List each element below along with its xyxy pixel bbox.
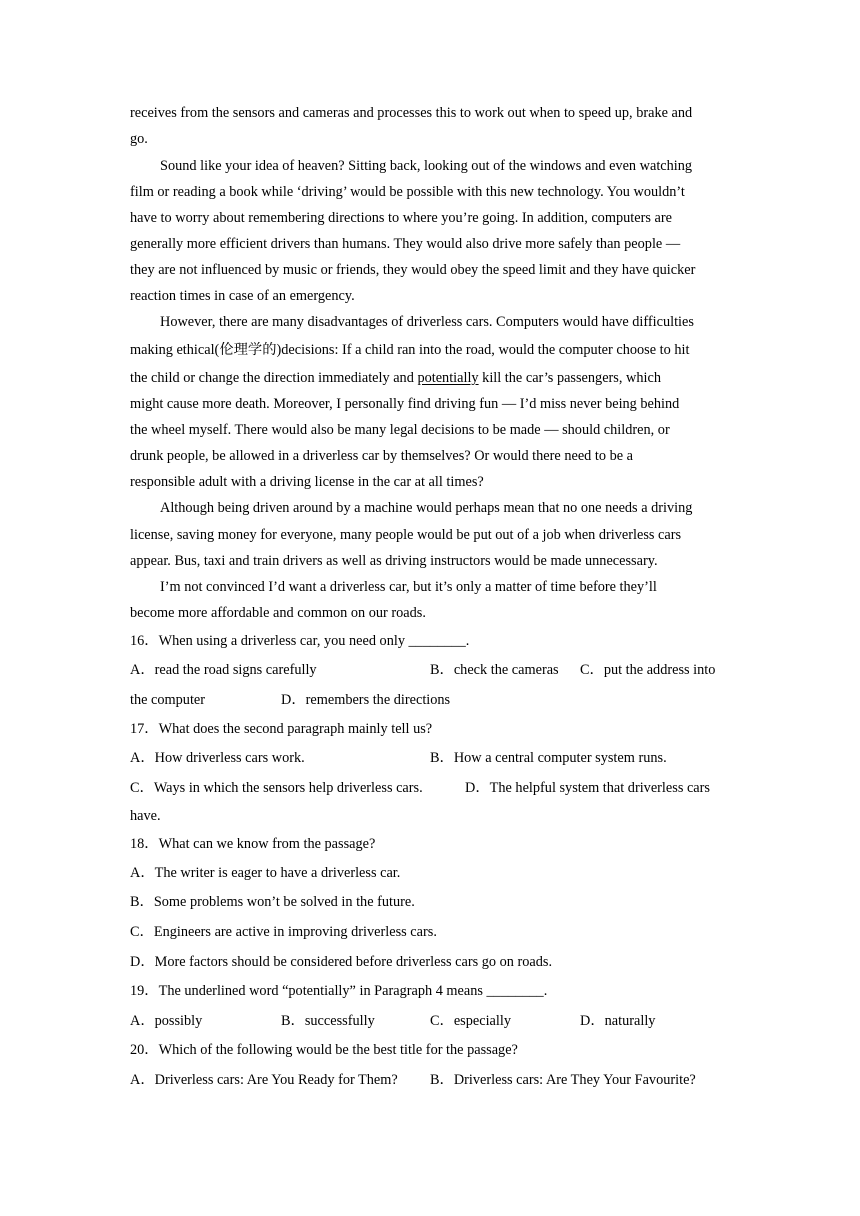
- passage-line: might cause more death. Moreover, I personally find driving fun — I’d miss never being behind: [130, 396, 680, 412]
- q18-option-a[interactable]: A．The writer is eager to have a driverless car.: [130, 865, 401, 881]
- question-19-stem: 19．The underlined word “potentially” in Paragraph 4 means ________.: [130, 983, 548, 999]
- passage-line: have to worry about remembering directions to where you’re going. In addition, computers are: [130, 210, 672, 226]
- question-18-stem: 18．What can we know from the passage?: [130, 836, 376, 852]
- passage-line: license, saving money for everyone, many people would be put out of a job when driverless cars: [130, 527, 682, 543]
- q17-option-d[interactable]: D．The helpful system that driverless cars: [465, 780, 710, 796]
- q16-option-d[interactable]: D．remembers the directions: [281, 692, 451, 708]
- q16-option-a[interactable]: A．read the road signs carefully: [130, 662, 317, 678]
- q17-option-b[interactable]: B．How a central computer system runs.: [430, 750, 667, 766]
- passage-line: become more affordable and common on our roads.: [130, 605, 426, 621]
- passage-line: responsible adult with a driving license in the car at all times?: [130, 474, 484, 490]
- q17-option-a[interactable]: A．How driverless cars work.: [130, 750, 305, 766]
- q20-option-a[interactable]: A．Driverless cars: Are You Ready for Them?: [130, 1072, 398, 1088]
- q18-option-d[interactable]: D．More factors should be considered before driverless cars go on roads.: [130, 954, 553, 970]
- q16-option-c-continued: the computer: [130, 692, 206, 708]
- q17-option-c[interactable]: C．Ways in which the sensors help driverless cars.: [130, 780, 423, 796]
- passage-line: However, there are many disadvantages of driverless cars. Computers would have difficulties: [160, 314, 694, 330]
- underlined-word: potentially: [417, 370, 479, 386]
- text-run: the child or change the direction immediately and: [130, 370, 418, 386]
- passage-line: film or reading a book while ‘driving’ would be possible with this new technology. You wouldn’t: [130, 184, 685, 200]
- q20-option-b[interactable]: B．Driverless cars: Are They Your Favourite?: [430, 1072, 696, 1088]
- q19-option-a[interactable]: A．possibly: [130, 1013, 203, 1029]
- passage-line: making ethical(伦理学的)decisions: If a child ran into the road, would the computer choose to hit: [130, 342, 690, 358]
- passage-line: Sound like your idea of heaven? Sitting back, looking out of the windows and even watching: [160, 158, 693, 174]
- passage-line: receives from the sensors and cameras and processes this to work out when to speed up, brake and: [130, 105, 693, 121]
- q16-option-b[interactable]: B．check the cameras: [430, 662, 559, 678]
- q19-option-c[interactable]: C．especially: [430, 1013, 511, 1029]
- question-20-stem: 20．Which of the following would be the best title for the passage?: [130, 1042, 518, 1058]
- passage-line: drunk people, be allowed in a driverless car by themselves? Or would there need to be a: [130, 448, 633, 464]
- q16-option-c[interactable]: C．put the address into: [580, 662, 716, 678]
- passage-line: appear. Bus, taxi and train drivers as well as driving instructors would be made unnecessary.: [130, 553, 658, 569]
- question-16-stem: 16．When using a driverless car, you need only ________.: [130, 633, 470, 649]
- q18-option-c[interactable]: C．Engineers are active in improving driverless cars.: [130, 924, 437, 940]
- passage-line: the wheel myself. There would also be many legal decisions to be made — should children, or: [130, 422, 670, 438]
- passage-line: reaction times in case of an emergency.: [130, 288, 355, 304]
- q17-option-d-continued: have.: [130, 808, 161, 824]
- q18-option-b[interactable]: B．Some problems won’t be solved in the future.: [130, 894, 415, 910]
- passage-line: [130, 368, 661, 388]
- question-17-stem: 17．What does the second paragraph mainly tell us?: [130, 721, 433, 737]
- q19-option-d[interactable]: D．naturally: [580, 1013, 656, 1029]
- passage-line: I’m not convinced I’d want a driverless car, but it’s only a matter of time before they’ll: [160, 579, 657, 595]
- q19-option-b[interactable]: B．successfully: [281, 1013, 375, 1029]
- passage-line: they are not influenced by music or friends, they would obey the speed limit and they have quicker: [130, 262, 696, 278]
- text-run: kill the car’s passengers, which: [478, 370, 661, 386]
- passage-line: go.: [130, 131, 148, 147]
- passage-line: generally more efficient drivers than humans. They would also drive more safely than people —: [130, 236, 681, 252]
- passage-line: Although being driven around by a machine would perhaps mean that no one needs a driving: [160, 500, 693, 516]
